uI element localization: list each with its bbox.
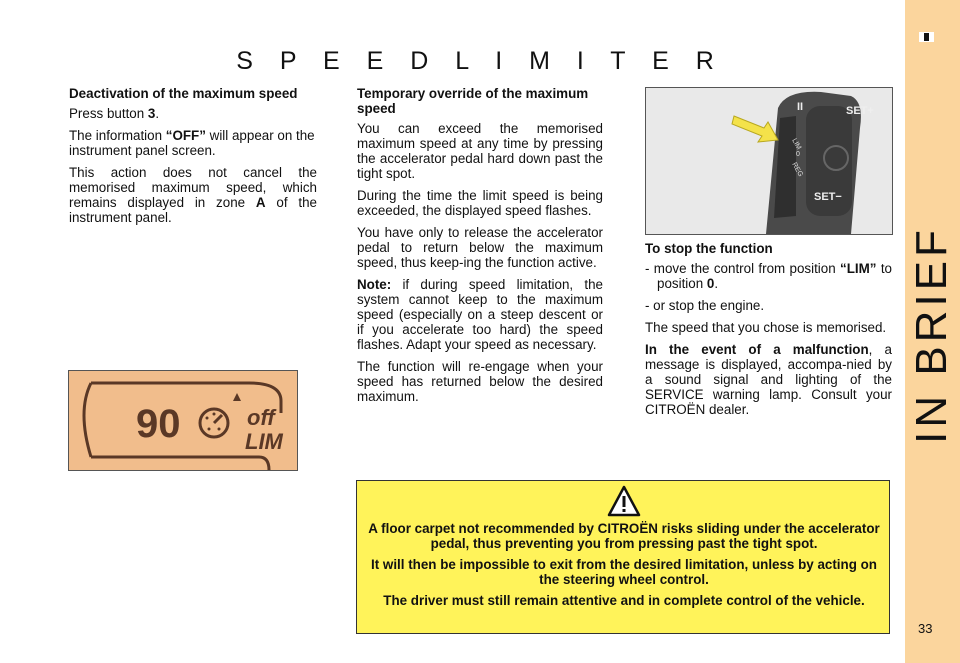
warning-paragraph: It will then be impossible to exit from the desired limitation, unless by acting on the steering wheel control. [371,557,877,587]
warning-text [367,521,881,614]
zone-label: A [255,195,266,210]
override-heading: Temporary override of the maximum speed [357,86,589,116]
deactivation-info [69,128,317,158]
stalk-zero-label: 0 [796,151,800,158]
lcd-display-graphic [69,371,297,470]
stop-step: - or stop the engine. [645,298,765,313]
warning-paragraph: A floor carpet not recommended by CITROËN risks sliding under the accelerator pedal, thus preventing you from pressing past the tight spot. [368,521,880,551]
note-text: if during speed limitation, the system cannot keep to the maximum speed (especially on a steep descent or if you accelerate too hard) the speed flashes. Adapt your speed as necessary. [357,277,603,352]
text-span: of the instrument panel. [69,195,317,225]
instrument-display-image [68,370,298,471]
lcd-lim-text: LIM [245,429,283,454]
stalk-lim-label: LIM [790,137,803,152]
deactivation-memory [69,165,317,225]
section-tab-marker [919,32,934,42]
override-note [357,277,603,352]
stop-memory: The speed that you chose is memorised. [645,320,887,335]
override-paragraph: You can exceed the memorised maximum speed at any time by pressing the accelerator pedal hard down past the tight spot. [357,121,603,181]
deactivation-heading: Deactivation of the maximum speed [69,86,298,101]
page-number: 33 [918,621,933,636]
stalk-reg-label: REG [790,161,804,179]
warning-triangle-icon [607,485,641,517]
text-span: . [155,106,160,121]
position-zero: 0 [706,276,715,291]
malfunction-label: In the event of a malfunction [645,342,869,357]
malfunction-text: , a message is displayed, accompa-nied by a sound signal and lighting of the SERVICE warning lamp. Consult your CITROËN dealer. [645,342,892,417]
text-span: to position [657,261,892,291]
text-span: This action does not cancel the memorised maximum speed, which remains displayed in zone [69,165,317,210]
lcd-off-text: off [247,405,275,430]
override-paragraph: You have only to release the accelerator pedal to return below the maximum speed, thus keep-ing the function active. [357,225,603,270]
speed-limiter-icon [200,393,241,437]
warning-box [356,480,890,634]
override-section [357,86,603,411]
warning-paragraph: The driver must still remain attentive and in complete control of the vehicle. [383,593,865,608]
stop-section [645,241,892,424]
lim-label: “LIM” [840,261,877,276]
stalk-set-minus-label: SET− [814,191,842,203]
note-label: Note: [357,277,392,292]
text-span: Press button [69,106,148,121]
stop-heading: To stop the function [645,241,773,256]
stop-step [645,261,892,291]
control-stalk-graphic [646,88,892,234]
deactivation-step [69,106,317,121]
stalk-pause-label: II [797,101,804,113]
button-number: 3 [147,106,156,121]
override-paragraph: The function will re-engage when your speed has returned below the desired maximum. [357,359,603,404]
text-span: - move the control from position [645,261,841,276]
sidebar-title: IN BRIEF [907,226,956,444]
lcd-speed: 90 [136,402,181,446]
control-stalk-image [645,87,893,235]
text-span: . [714,276,719,291]
text-span: The information [69,128,166,143]
stalk-set-plus-label: SET+ [846,105,874,117]
page-title: S P E E D L I M I T E R [236,46,724,75]
override-paragraph: During the time the limit speed is being exceeded, the displayed speed flashes. [357,188,603,218]
deactivation-section [69,86,317,232]
text-span: will appear on the instrument panel screen. [69,128,315,158]
malfunction-paragraph [645,342,892,417]
off-label: “OFF” [165,128,206,143]
